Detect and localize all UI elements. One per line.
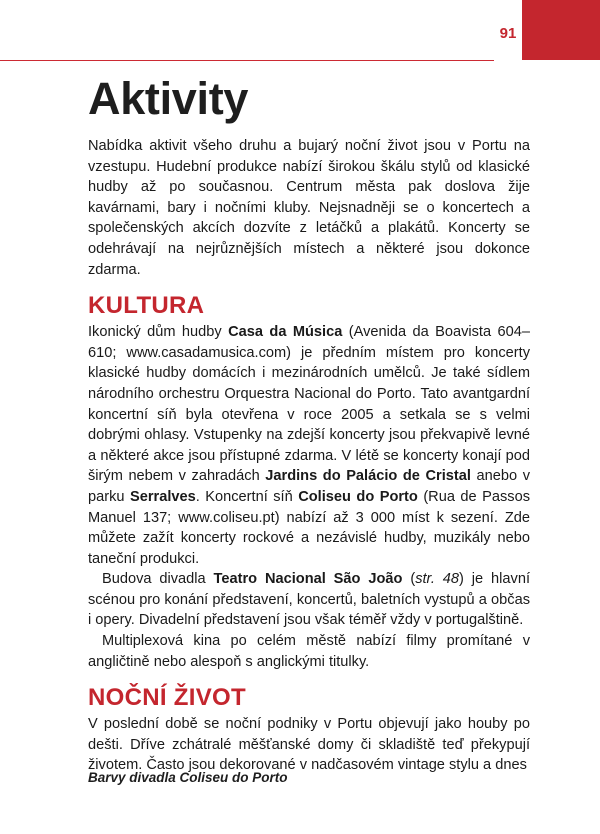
coliseu-do-porto: Coliseu do Porto [298, 488, 418, 505]
page-reference: str. 48 [415, 571, 460, 588]
page-number: 91 [499, 25, 517, 42]
kultura-paragraph-3: Multiplexová kina po celém městě nabízí filmy promítané v angličtině nebo alespoň s anglickými titulky. [88, 633, 530, 670]
page-content [88, 72, 530, 776]
header-rule [0, 60, 494, 61]
teatro-nacional: Teatro Nacional São João [213, 571, 403, 588]
jardins-do-palacio: Jardins do Palácio de Cristal [265, 468, 471, 485]
page-tab [522, 0, 600, 60]
kultura-paragraph-2: Budova divadla Teatro Nacional São João (str. 48) je hlavní scénou pro konání představení, koncertů, baletních vystupů a občas i opery. Divadelní představení jsou však téměř vždy v portugalštině. [88, 571, 531, 629]
kultura-heading: KULTURA [88, 292, 205, 320]
page-title: Aktivity [88, 73, 249, 124]
serralves: Serralves [130, 488, 196, 505]
kultura-paragraph-1: Ikonický dům hudby Casa da Música (Avenida da Boavista 604–610; www.casadamusica.com) je předním místem pro koncerty klasické hudby domácích i mezinárodních umělců. Je také sídlem národního orchestru Orquestra Nacional do Porto. Tato avantgardní koncertní síň byla otevřena v roce 2005 a setkala se s velmi dobrými ohlasy. Vstupenky na zdejší koncerty jsou překvapivě levné a některé akce jsou přístupné zdarma. V létě se koncerty konají pod širým nebem v zahradách Jardins do Palácio de Cristal anebo v parku Serralves. Koncertní síň Coliseu do Porto (Rua de Passos Manuel 137; www.coliseu.pt) nabízí až 3 000 míst k sezení. Zde můžete zažít koncerty rockové a nezávislé hudby, muzikály nebo taneční produkci. [88, 324, 531, 567]
photo-caption: Barvy divadla Coliseu do Porto [88, 770, 288, 785]
intro-paragraph: Nabídka aktivit všeho druhu a bujarý noční život jsou v Portu na vzestupu. Hudební produkce nabízí širokou škálu stylů od klasické hudby až po současnou. Centrum města pak doslova žije kavárnami, bary i nočními kluby. Nejsnadněji se o koncertech a společenských akcích dozvíte z letáčků a plakátů. Koncerty se odehrávají na nejrůznějších místech a některé jsou dokonce zdarma. [88, 138, 530, 278]
nocni-zivot-heading: NOČNÍ ŽIVOT [88, 684, 246, 712]
casa-da-musica: Casa da Música [228, 324, 343, 341]
nocni-zivot-paragraph: V poslední době se noční podniky v Portu objevují jako houby po dešti. Dříve zchátralé měšťanské domy či skladiště teď překypují životem. Často jsou dekorované v nadčasovém vintage stylu a dnes [88, 716, 530, 774]
